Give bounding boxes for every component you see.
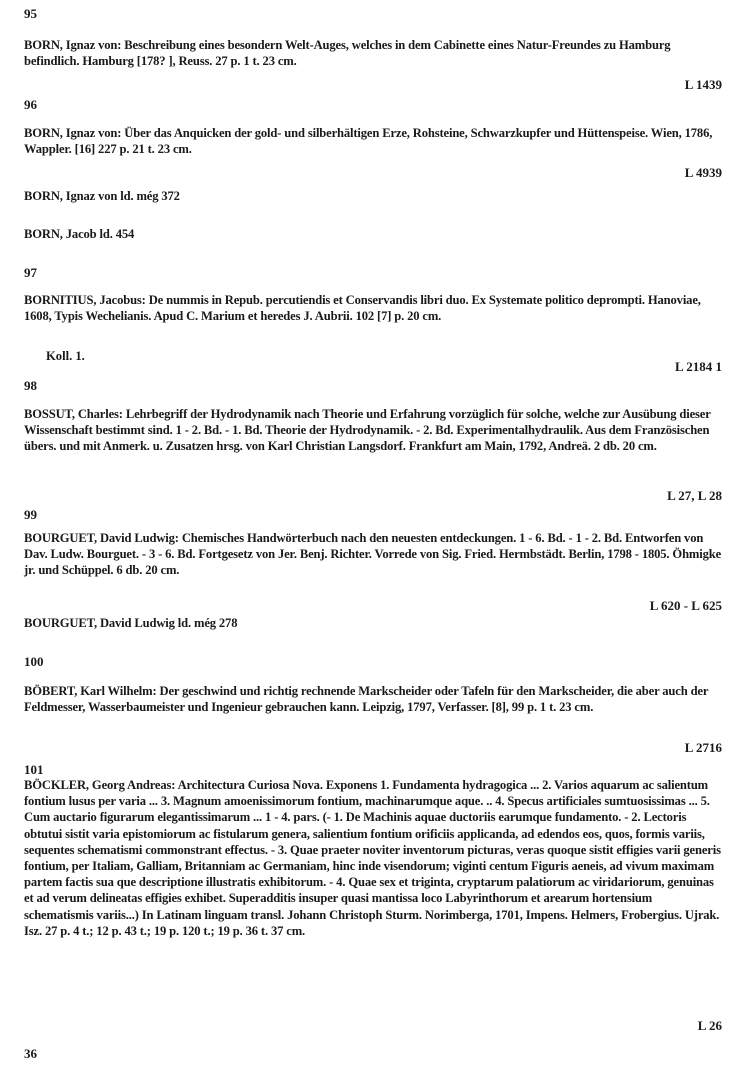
entry-signature: L 27, L 28 <box>667 488 722 503</box>
entry-number: 96 <box>24 97 37 112</box>
entry-text: BÖBERT, Karl Wilhelm: Der geschwind und richtig rechnende Markscheider oder Tafeln für den Markscheider, die aber auch der Feldmesser, Wasserbaumeister und Ingenieur gebrauchen kann. Leipzig, 1797, Verfasser. [8], 99 p. 1 t. 23 cm. <box>24 684 709 715</box>
entry-signature: L 2716 <box>684 740 722 755</box>
entry-number: 101 <box>24 762 44 777</box>
page-number: 36 <box>24 1046 37 1061</box>
entry-number: 99 <box>24 507 37 522</box>
entry-signature: L 620 - L 625 <box>649 598 722 613</box>
cross-reference: BOURGUET, David Ludwig ld. még 278 <box>24 616 238 630</box>
entry-signature: L 26 <box>697 1018 722 1033</box>
entry-number: 100 <box>24 654 44 669</box>
entry-note: Koll. 1. <box>46 349 85 363</box>
entry-signature: L 2184 1 <box>675 359 722 374</box>
entry-signature: L 4939 <box>684 165 722 180</box>
entry-text: BÖCKLER, Georg Andreas: Architectura Curiosa Nova. Exponens 1. Fundamenta hydragogica ... 2. Varios aquarum ac salientum fontium lusus per varia ... 3. Magnum amoenissimorum fontium, machinarumque aque. .. 4. Specus artificiales sumtuosissimas ... 5. Cum auctario figurarum elegantissimarum ... 1 - 4. pars. (- 1. De Machinis aquae ductoriis earumque fundamento. - 2. Lectoris obtutui sistit varia epistomiorum ac fistularum genera, salientium fontium orificiis applicanda, ad edendos eos, quos, formis variis, sequentes schematismi commonstrant effectus. - 3. Quae praeter noviter inventorum picturas, veras quoque sistit effigies varii generis fontium, per Italiam, Galliam, Britanniam ac Germaniam, hinc inde visendorum; viginti centum Figuris aeneis, ad vivum maximam partem factis sua que descriptione illustratis exhibitorum. - 4. Quae sex et triginta, cryptarum palatiorum ac viridariorum, genuinas et ad verum delineatas effigies exhibet. Superadditis insuper quasi mantissa loco Labyrinthorum et arearum hortensium schematismis variis...) In Latinam linguam transl. Johann Christoph Sturm. Norimberga, 1701, Impens. Helmers, Frobergius. Ujrak. Isz. 27 p. 4 t.; 12 p. 43 t.; 19 p. 120 t.; 19 p. 36 t. 37 cm. <box>24 778 721 938</box>
cross-reference: BORN, Jacob ld. 454 <box>24 227 135 241</box>
entry-text: BORNITIUS, Jacobus: De nummis in Repub. percutiendis et Conservandis libri duo. Ex Systemate politico deprompti. Hanoviae, 1608, Typis Wechelianis. Apud C. Marium et heredes J. Aubrii. 102 [7] p. 20 cm. <box>24 293 701 324</box>
entry-number: 98 <box>24 378 37 393</box>
cross-reference: BORN, Ignaz von ld. még 372 <box>24 189 180 203</box>
entry-text: BOSSUT, Charles: Lehrbegriff der Hydrodynamik nach Theorie und Erfahrung vorzüglich für solche, welche zur Ausübung dieser Wissenschaft bestimmt sind. 1 - 2. Bd. - 1. Bd. Theorie der Hydrodynamik. - 2. Bd. Experimentalhydraulik. Aus dem Französischen übers. und mit Anmerk. u. Zusatzen hrsg. von Karl Christian Langsdorf. Frankfurt am Main, 1792, Andreä. 2 db. 20 cm. <box>24 407 711 454</box>
entry-text: BORN, Ignaz von: Über das Anquicken der gold- und silberhältigen Erze, Rohsteine, Schwarzkupfer und Hüttenspeise. Wien, 1786, Wappler. [16] 227 p. 21 t. 23 cm. <box>24 126 713 157</box>
entry-text: BOURGUET, David Ludwig: Chemisches Handwörterbuch nach den neuesten entdeckungen. 1 - 6. Bd. - 1 - 2. Bd. Entworfen von Dav. Ludw. Bourguet. - 3 - 6. Bd. Fortgesetz von Jer. Benj. Richter. Vorrede von Sig. Fried. Hermbstädt. Berlin, 1798 - 1805. Öhmigke jr. und Schüppel. 6 db. 20 cm. <box>24 531 722 578</box>
entry-number: 95 <box>24 6 37 21</box>
entry-number: 97 <box>24 265 37 280</box>
entry-signature: L 1439 <box>684 77 722 92</box>
entry-text: BORN, Ignaz von: Beschreibung eines besondern Welt-Auges, welches in dem Cabinette eines Natur-Freundes zu Hamburg befindlich. Hamburg [178? ], Reuss. 27 p. 1 t. 23 cm. <box>24 38 671 69</box>
